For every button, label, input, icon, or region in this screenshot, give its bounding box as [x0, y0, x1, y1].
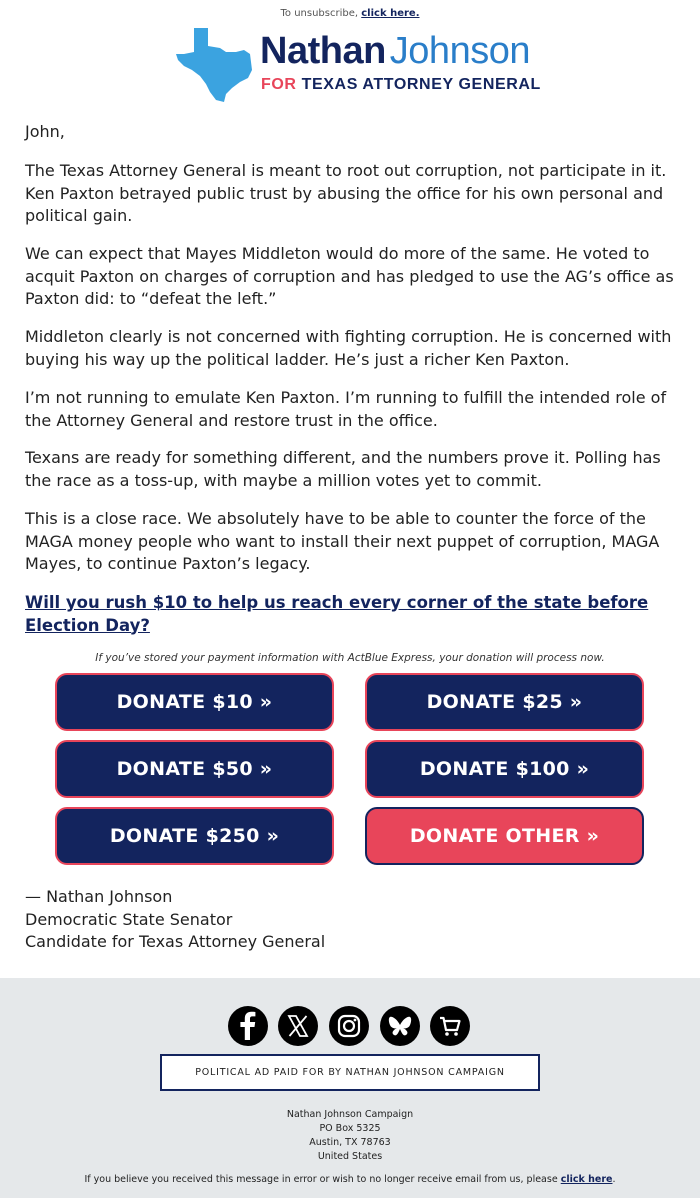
logo-for: FOR	[261, 76, 297, 93]
signature-title: Democratic State Senator	[25, 909, 233, 929]
paragraph-5: Texans are ready for something different, and the numbers prove it. Polling has the race as a toss-up, with maybe a million votes yet to commit.	[25, 448, 661, 490]
campaign-logo	[174, 26, 541, 102]
paid-for-disclaimer: POLITICAL AD PAID FOR BY NATHAN JOHNSON CAMPAIGN	[160, 1054, 540, 1091]
logo-name	[260, 30, 530, 73]
logo-tagline	[261, 76, 541, 94]
donate-50-button[interactable]: DONATE $50 »	[55, 740, 334, 798]
unsubscribe-prefix: To unsubscribe,	[280, 8, 359, 19]
address-line-2: PO Box 5325	[319, 1123, 381, 1134]
paragraph-2: We can expect that Mayes Middleton would do more of the same. He voted to acquit Paxton on charges of corruption and has pledged to use the AG’s office as Paxton did: to “defeat the left.”	[25, 244, 674, 308]
greeting: John,	[25, 122, 65, 141]
texas-map-icon	[174, 26, 254, 102]
donate-cta-link[interactable]: Will you rush $10 to help us reach every corner of the state before Election Day?	[25, 593, 649, 635]
paragraph-4: I’m not running to emulate Ken Paxton. I’m running to fulfill the intended role of the Attorney General and restore trust in the office.	[25, 388, 667, 430]
donate-10-button[interactable]: DONATE $10 »	[55, 673, 334, 731]
bottom-unsubscribe-link[interactable]: click here	[560, 1174, 613, 1185]
top-unsubscribe-line	[0, 8, 700, 19]
bottom-unsubscribe-line	[0, 1174, 700, 1185]
facebook-icon[interactable]	[228, 1006, 268, 1046]
signature-candidacy: Candidate for Texas Attorney General	[25, 932, 326, 951]
logo-first-name: Nathan	[260, 30, 386, 72]
paragraph-3: Middleton clearly is not concerned with fighting corruption. He is concerned with buying his way up the political ladder. He’s just a richer Ken Paxton.	[25, 327, 672, 369]
campaign-address	[0, 1108, 700, 1164]
instagram-icon[interactable]	[329, 1006, 369, 1046]
donate-100-button[interactable]: DONATE $100 »	[365, 740, 644, 798]
bottom-unsubscribe-suffix: .	[612, 1174, 616, 1185]
bluesky-icon[interactable]	[380, 1006, 420, 1046]
paragraph-1: The Texas Attorney General is meant to root out corruption, not participate in it. Ken Paxton betrayed public trust by abusing the office for his own personal and political gain.	[25, 161, 667, 225]
shop-cart-icon[interactable]	[430, 1006, 470, 1046]
signature-block	[25, 886, 325, 954]
signature-name: — Nathan Johnson	[25, 887, 173, 906]
actblue-express-note: If you’ve stored your payment information with ActBlue Express, your donation will process now.	[95, 652, 605, 664]
address-line-1: Nathan Johnson Campaign	[286, 1109, 414, 1120]
x-icon[interactable]	[278, 1006, 318, 1046]
logo-last-name: Johnson	[389, 30, 530, 72]
paragraph-6: This is a close race. We absolutely have to be able to counter the force of the MAGA money people who want to install their next puppet of corruption, MAGA Mayes, to continue Paxton’s legacy.	[25, 509, 660, 573]
social-icons-row	[228, 1006, 472, 1046]
donate-250-button[interactable]: DONATE $250 »	[55, 807, 334, 865]
address-line-4: United States	[317, 1151, 383, 1162]
bottom-unsubscribe-prefix: If you believe you received this message in error or wish to no longer receive email from us, please	[84, 1174, 558, 1185]
donate-25-button[interactable]: DONATE $25 »	[365, 673, 644, 731]
address-line-3: Austin, TX 78763	[309, 1137, 391, 1148]
donate-other-button[interactable]: DONATE OTHER »	[365, 807, 644, 865]
logo-office: TEXAS ATTORNEY GENERAL	[301, 76, 541, 93]
footer	[0, 978, 700, 1198]
unsubscribe-link[interactable]: click here.	[361, 8, 420, 19]
